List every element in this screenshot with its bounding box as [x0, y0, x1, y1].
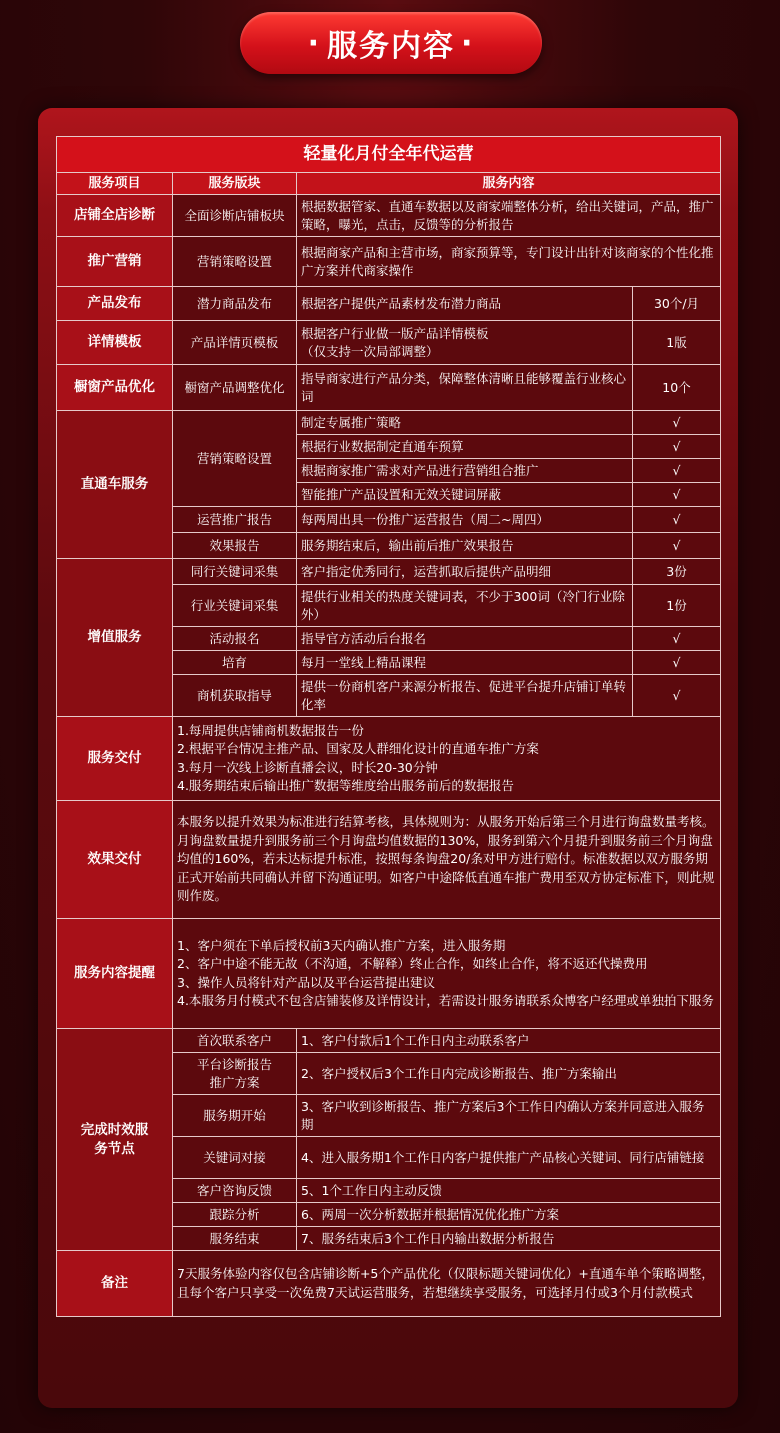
reminder-content: [173, 919, 721, 1029]
content-cell: 3、客户收到诊断报告、推广方案后3个工作日内确认方案并同意进入服务期: [297, 1095, 721, 1137]
table-main-title: 轻量化月付全年代运营: [57, 137, 721, 173]
content-cell: 4、进入服务期1个工作日内客户提供推广产品核心关键词、同行店铺链接: [297, 1137, 721, 1179]
category-cell: 服务内容提醒: [57, 919, 173, 1029]
content-cell: 根据商家产品和主营市场，商家预算等，专门设计出针对该商家的个性化推广方案并代商家操作: [297, 237, 721, 287]
section-cell: 效果报告: [173, 533, 297, 559]
section-cell: 潜力商品发布: [173, 287, 297, 321]
content-cell: 根据行业数据制定直通车预算: [297, 435, 633, 459]
check-cell: √: [633, 411, 721, 435]
remark-content: 7天服务体验内容仅包含店铺诊断+5个产品优化（仅限标题关键词优化）+直通车单个策略调整，且每个客户只享受一次免费7天试运营服务，若想继续享受服务，可选择月付或3个月付款模式: [173, 1251, 721, 1317]
check-cell: √: [633, 459, 721, 483]
content-cell: [297, 321, 633, 365]
section-cell: 关键词对接: [173, 1137, 297, 1179]
title-dot-right: ·: [461, 25, 475, 61]
content-cell: 5、1个工作日内主动反馈: [297, 1179, 721, 1203]
effect-content: 本服务以提升效果为标准进行结算考核，具体规则为：从服务开始后第三个月进行询盘数量考核。月询盘数量提升到服务前三个月询盘均值数据的130%，服务到第六个月提升到服务前三个月询盘均值的160%，若未达标提升标准，按照每条询盘20/条对甲方进行赔付。标准数据以双方服务期正式开始前共同确认并留下沟通证明。如客户中途降低直通车推广费用至双方协定标准下，则此规则作废。: [173, 801, 721, 919]
section-cell: 活动报名: [173, 627, 297, 651]
content-cell: 提供行业相关的热度关键词表，不少于300词（冷门行业除外）: [297, 585, 633, 627]
quantity-cell: 10个: [633, 365, 721, 411]
header-row: [57, 173, 721, 195]
table-row: [57, 195, 721, 237]
section-cell: 行业关键词采集: [173, 585, 297, 627]
content-cell: 指导商家进行产品分类，保障整体清晰且能够覆盖行业核心词: [297, 365, 633, 411]
delivery-content: [173, 717, 721, 801]
section-cell: 全面诊断店铺板块: [173, 195, 297, 237]
section-cell: 营销策略设置: [173, 237, 297, 287]
reminder-line: 3、操作人员将针对产品以及平台运营提出建议: [177, 974, 435, 990]
section-cell: 服务结束: [173, 1227, 297, 1251]
table-row: [57, 411, 721, 435]
section-cell: 首次联系客户: [173, 1029, 297, 1053]
table-row: [57, 321, 721, 365]
content-line: （仅支持一次局部调整）: [301, 343, 439, 359]
section-cell: 培育: [173, 651, 297, 675]
section-cell: 橱窗产品调整优化: [173, 365, 297, 411]
section-cell: 客户咨询反馈: [173, 1179, 297, 1203]
section-cell: 运营推广报告: [173, 507, 297, 533]
page-title: [240, 12, 542, 74]
content-cell: 7、服务结束后3个工作日内输出数据分析报告: [297, 1227, 721, 1251]
header-content: 服务内容: [297, 173, 721, 195]
table-row: [57, 919, 721, 1029]
table-row: [57, 801, 721, 919]
check-cell: √: [633, 435, 721, 459]
check-cell: √: [633, 675, 721, 717]
content-cell: 根据商家推广需求对产品进行营销组合推广: [297, 459, 633, 483]
title-dot-left: ·: [307, 25, 321, 61]
category-cell: 店铺全店诊断: [57, 195, 173, 237]
content-cell: 指导官方活动后台报名: [297, 627, 633, 651]
category-cell: 完成时效服务节点: [57, 1029, 173, 1251]
quantity-cell: 1份: [633, 585, 721, 627]
section-cell: 同行关键词采集: [173, 559, 297, 585]
service-table: [56, 136, 721, 1317]
content-cell: 根据客户提供产品素材发布潜力商品: [297, 287, 633, 321]
table-row: [57, 559, 721, 585]
quantity-cell: 30个/月: [633, 287, 721, 321]
section-cell: 产品详情页模板: [173, 321, 297, 365]
content-cell: 根据数据管家、直通车数据以及商家端整体分析，给出关键词，产品，推广策略，曝光，点击，反馈等的分析报告: [297, 195, 721, 237]
quantity-cell: 1版: [633, 321, 721, 365]
delivery-line: 2.根据平台情况主推产品、国家及人群细化设计的直通车推广方案: [177, 741, 539, 756]
delivery-line: 1.每周提供店铺商机数据报告一份: [177, 722, 364, 738]
content-cell: 每月一堂线上精品课程: [297, 651, 633, 675]
check-cell: √: [633, 507, 721, 533]
table-row: [57, 287, 721, 321]
table-row: [57, 365, 721, 411]
content-cell: 服务期结束后，输出前后推广效果报告: [297, 533, 633, 559]
category-cell: 效果交付: [57, 801, 173, 919]
delivery-line: 4.服务期结束后输出推广数据等维度给出服务前后的数据报告: [177, 778, 514, 793]
content-cell: 提供一份商机客户来源分析报告、促进平台提升店铺订单转化率: [297, 675, 633, 717]
category-cell: 直通车服务: [57, 411, 173, 559]
section-cell: 平台诊断报告推广方案: [173, 1053, 297, 1095]
content-cell: 制定专属推广策略: [297, 411, 633, 435]
content-cell: 1、客户付款后1个工作日内主动联系客户: [297, 1029, 721, 1053]
content-cell: 每两周出具一份推广运营报告（周二~周四）: [297, 507, 633, 533]
category-cell: 推广营销: [57, 237, 173, 287]
category-cell: 增值服务: [57, 559, 173, 717]
section-cell: 商机获取指导: [173, 675, 297, 717]
category-cell: 详情模板: [57, 321, 173, 365]
section-cell: 营销策略设置: [173, 411, 297, 507]
content-cell: 客户指定优秀同行，运营抓取后提供产品明细: [297, 559, 633, 585]
check-cell: √: [633, 483, 721, 507]
table-row: [57, 237, 721, 287]
reminder-line: 1、客户须在下单后授权前3天内确认推广方案，进入服务期: [177, 937, 506, 953]
reminder-line: 2、客户中途不能无故（不沟通，不解释）终止合作，如终止合作，将不返还代操费用: [177, 956, 648, 971]
table-row: [57, 1251, 721, 1317]
category-cell: 服务交付: [57, 717, 173, 801]
table-row: [57, 1029, 721, 1053]
category-cell: 产品发布: [57, 287, 173, 321]
delivery-line: 3.每月一次线上诊断直播会议，时长20-30分钟: [177, 759, 438, 775]
table-title-row: [57, 137, 721, 173]
header-item: 服务项目: [57, 173, 173, 195]
reminder-line: 4.本服务月付模式不包含店铺装修及详情设计，若需设计服务请联系众博客户经理或单独拍下服务: [177, 993, 714, 1008]
category-cell: 备注: [57, 1251, 173, 1317]
content-cell: 6、两周一次分析数据并根据情况优化推广方案: [297, 1203, 721, 1227]
page-title-text: 服务内容: [327, 29, 455, 64]
check-cell: √: [633, 651, 721, 675]
section-cell: 服务期开始: [173, 1095, 297, 1137]
quantity-cell: 3份: [633, 559, 721, 585]
content-cell: 2、客户授权后3个工作日内完成诊断报告、推广方案输出: [297, 1053, 721, 1095]
content-line: 根据客户行业做一版产品详情模板: [301, 325, 489, 341]
header-section: 服务版块: [173, 173, 297, 195]
content-cell: 智能推广产品设置和无效关键词屏蔽: [297, 483, 633, 507]
check-cell: √: [633, 533, 721, 559]
table-row: [57, 717, 721, 801]
section-cell: 跟踪分析: [173, 1203, 297, 1227]
check-cell: √: [633, 627, 721, 651]
category-cell: 橱窗产品优化: [57, 365, 173, 411]
